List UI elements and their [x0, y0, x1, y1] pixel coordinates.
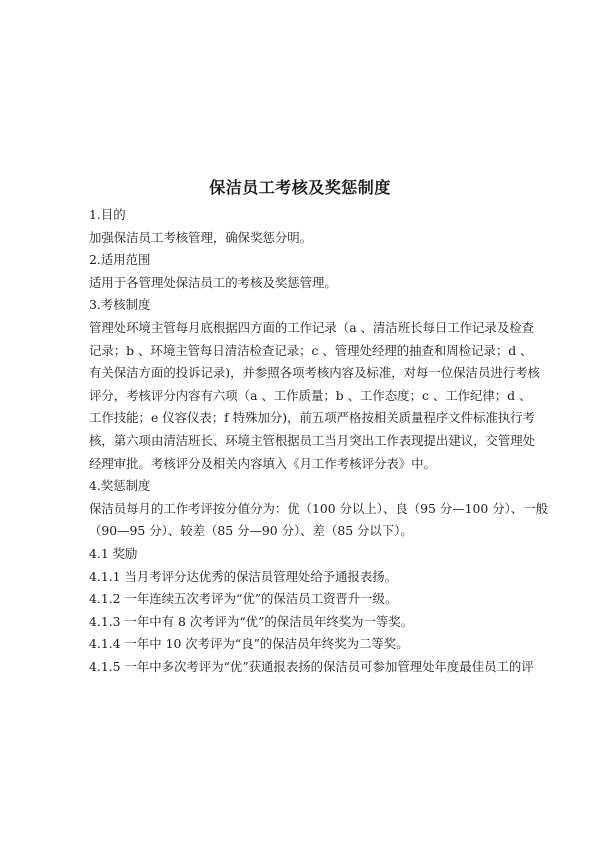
paragraph-line: 管理处环境主管每月底根据四方面的工作记录（a 、清洁班长每日工作记录及检查 [89, 319, 534, 335]
paragraph-line: （90—95 分）、较差（85 分—90 分）、差（85 分以下）。 [89, 523, 413, 539]
paragraph-line: 记录；b 、环境主管每日清洁检查记录；c 、管理处经理的抽查和周检记录；d 、 [89, 342, 533, 358]
paragraph-line: 工作技能；e 仪容仪表；f 特殊加分)，前五项严格按相关质量程序文件标准执行考 [89, 410, 535, 426]
section-heading-purpose: 1.目的 [89, 207, 126, 222]
section-heading-rewards: 4.1 奖励 [89, 545, 138, 561]
paragraph-line: 加强保洁员工考核管理，确保奖惩分明。 [89, 229, 313, 245]
paragraph-line: 核，第六项由清洁班长、环境主管根据员工当月突出工作表现提出建议，交管理处 [89, 432, 536, 448]
section-heading-assessment: 3.考核制度 [89, 297, 151, 313]
section-heading-scope: 2.适用范围 [89, 252, 151, 268]
document-body [89, 204, 548, 678]
document-title: 保洁员工考核及奖惩制度 [209, 178, 391, 197]
list-item: 4.1.2 一年连续五次考评为“优”的保洁员工资晋升一级。 [89, 591, 398, 607]
list-item: 4.1.3 一年中有 8 次考评为“优”的保洁员年终奖为一等奖。 [89, 613, 414, 629]
list-item: 4.1.4 一年中 10 次考评为“良”的保洁员年终奖为二等奖。 [89, 636, 409, 652]
section-heading-rewards-penalties: 4.奖惩制度 [89, 478, 151, 494]
paragraph-line: 有关保洁方面的投诉记录)，并参照各项考核内容及标准，对每一位保洁员进行考核 [89, 365, 540, 381]
list-item: 4.1.5 一年中多次考评为“优”获通报表扬的保洁员可参加管理处年度最佳员工的评 [89, 658, 534, 674]
paragraph-line: 经理审批。考核评分及相关内容填入《月工作考核评分表》中。 [89, 455, 436, 471]
list-item: 4.1.1 当月考评分达优秀的保洁员管理处给予通报表扬。 [89, 568, 398, 584]
rewards-penalties-paragraph [89, 498, 548, 543]
paragraph-line: 保洁员每月的工作考评按分值分为：优（100 分以上）、良（95 分—100 分）、一般 [89, 500, 548, 516]
assessment-paragraph [89, 317, 540, 475]
paragraph-line: 适用于各管理处保洁员工的考核及奖惩管理。 [89, 274, 337, 290]
paragraph-line: 评分，考核评分内容有六项（a 、工作质量；b 、工作态度；c 、工作纪律；d 、 [89, 387, 532, 403]
